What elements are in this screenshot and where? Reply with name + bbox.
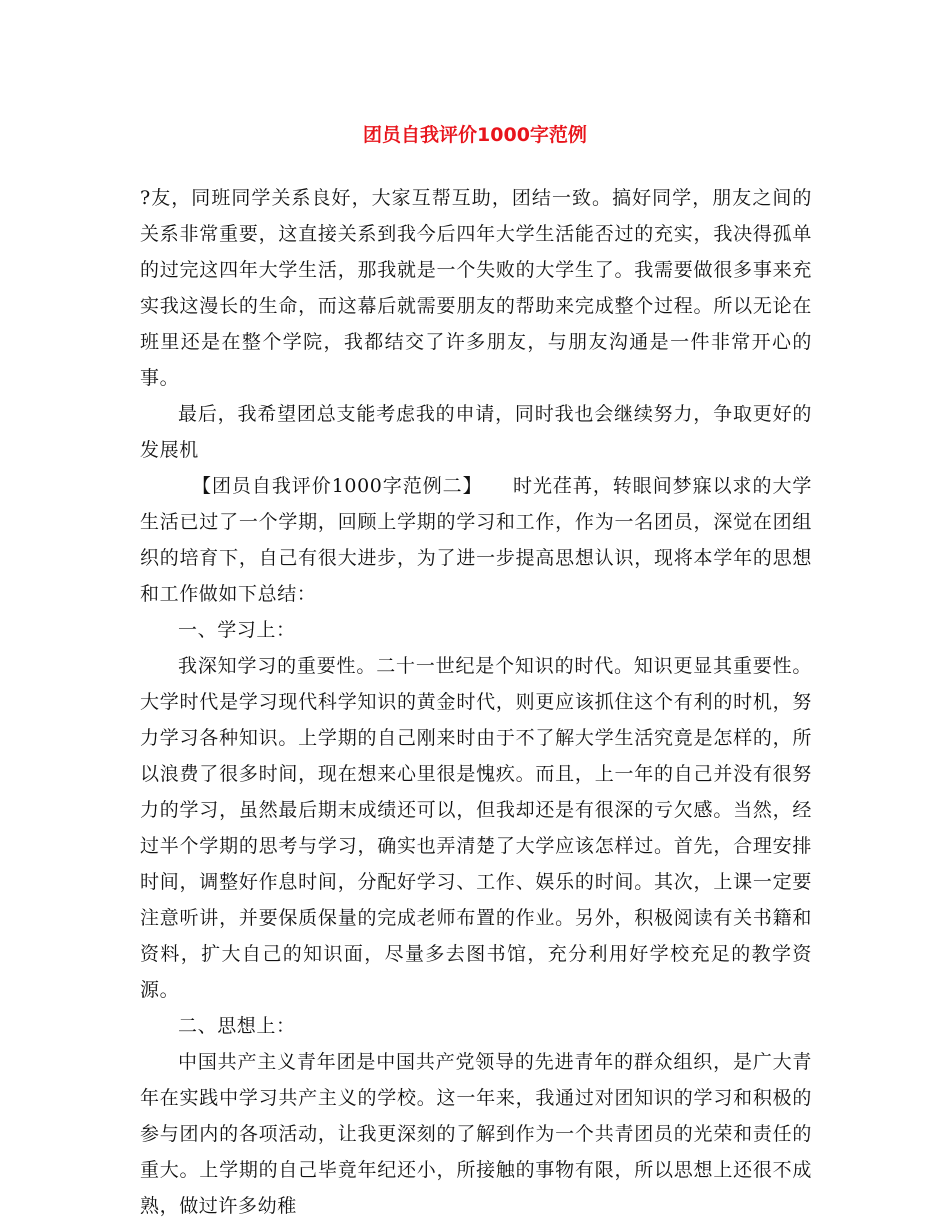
paragraph-example-two-intro: 【团员自我评价1000字范例二】 时光荏苒，转眼间梦寐以求的大学生活已过了一个学期，回顾上学期的学习和工作，作为一名团员，深觉在团组织的培育下，自己有很大进步，为了进一步提高思想认识，现将本学年的思想和工作做如下总结： [140, 475, 812, 605]
paragraph-closing: 最后，我希望团总支能考虑我的申请，同时我也会继续努力，争取更好的发展机 [140, 403, 812, 461]
document-title: 团员自我评价1000字范例 [363, 124, 587, 146]
document-body [140, 180, 812, 1224]
heading-thought: 二、思想上： [178, 1015, 296, 1037]
paragraph-study: 我深知学习的重要性。二十一世纪是个知识的时代。知识更显其重要性。大学时代是学习现代科学知识的黄金时代，则更应该抓住这个有利的时机，努力学习各种知识。上学期的自己刚来时由于不了解大学生活究竟是怎样的，所以浪费了很多时间，现在想来心里很是愧疚。而且，上一年的自己并没有很努力的学习，虽然最后期末成绩还可以，但我却还是有很深的亏欠感。当然，经过半个学期的思考与学习，确实也弄清楚了大学应该怎样过。首先，合理安排时间，调整好作息时间，分配好学习、工作、娱乐的时间。其次，上课一定要注意听讲，并要保质保量的完成老师布置的作业。另外，积极阅读有关书籍和资料，扩大自己的知识面，尽量多去图书馆，充分利用好学校充足的教学资源。 [140, 655, 812, 1001]
paragraph-thought: 中国共产主义青年团是中国共产党领导的先进青年的群众组织，是广大青年在实践中学习共产主义的学校。这一年来，我通过对团知识的学习和积极的参与团内的各项活动，让我更深刻的了解到作为一个共青团员的光荣和责任的重大。上学期的自己毕竟年纪还小，所接触的事物有限，所以思想上还很不成熟，做过许多幼稚 [140, 1051, 812, 1217]
paragraph-friends: ?友，同班同学关系良好，大家互帮互助，团结一致。搞好同学，朋友之间的关系非常重要，这直接关系到我今后四年大学生活能否过的充实，我决得孤单的过完这四年大学生活，那我就是一个失败的大学生了。我需要做很多事来充实我这漫长的生命，而这幕后就需要朋友的帮助来完成整个过程。所以无论在班里还是在整个学院，我都结交了许多朋友，与朋友沟通是一件非常开心的事。 [140, 187, 812, 389]
heading-study: 一、学习上： [178, 619, 296, 641]
